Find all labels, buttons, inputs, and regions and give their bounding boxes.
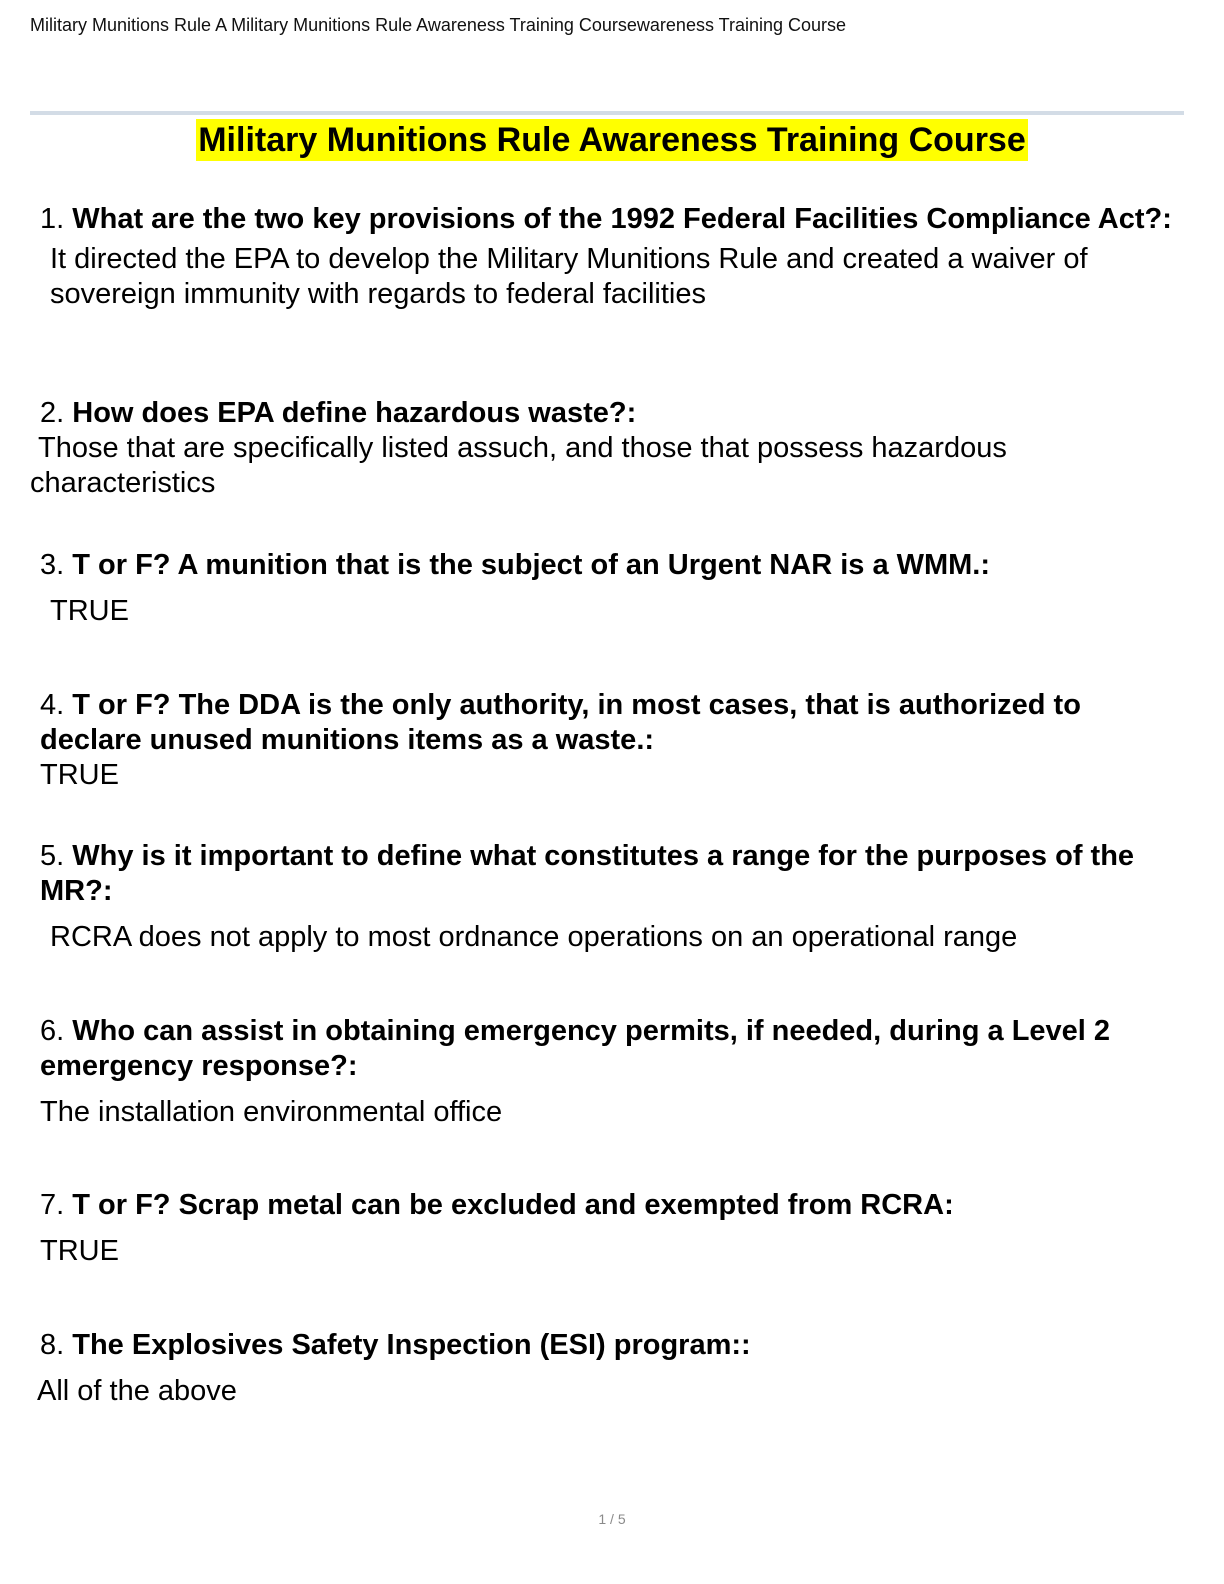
question-text: Why is it important to define what constitutes a range for the purposes of the MR?: — [40, 840, 1135, 907]
question-number: 1. — [40, 203, 65, 235]
qa-item-3 — [40, 548, 1190, 629]
qa-item-1 — [40, 202, 1190, 312]
question-text: T or F? A munition that is the subject of an Urgent NAR is a WMM.: — [72, 549, 991, 581]
answer-6: The installation environmental office — [40, 1096, 503, 1128]
question-text: T or F? Scrap metal can be excluded and exempted from RCRA: — [72, 1189, 954, 1221]
answer-4: TRUE — [40, 759, 119, 791]
question-number: 2. — [40, 397, 65, 429]
qa-item-5 — [40, 839, 1190, 955]
question-text: Who can assist in obtaining emergency permits, if needed, during a Level 2 emergency response?: — [40, 1015, 1111, 1082]
answer-7: TRUE — [40, 1235, 119, 1267]
question-5 — [40, 839, 1190, 909]
title-container — [0, 119, 1224, 161]
question-7 — [40, 1188, 1190, 1223]
qa-item-6 — [40, 1014, 1190, 1130]
answer-2: Those that are specifically listed assuch, and those that possess hazardous characteristics — [30, 432, 1007, 499]
question-text: The Explosives Safety Inspection (ESI) program:: — [72, 1329, 751, 1361]
answer-5: RCRA does not apply to most ordnance operations on an operational range — [50, 921, 1018, 953]
question-number: 6. — [40, 1015, 65, 1047]
question-number: 4. — [40, 689, 65, 721]
running-header: Military Munitions Rule A Military Munitions Rule Awareness Training Coursewareness Training Course — [30, 15, 847, 35]
qa-item-4 — [40, 688, 1190, 793]
question-number: 8. — [40, 1329, 65, 1361]
qa-item-7 — [40, 1188, 1190, 1269]
question-number: 3. — [40, 549, 65, 581]
question-text: T or F? The DDA is the only authority, in most cases, that is authorized to declare unused munitions items as a waste.: — [40, 689, 1081, 756]
answer-1: It directed the EPA to develop the Military Munitions Rule and created a waiver of sovereign immunity with regards to federal facilities — [50, 243, 1088, 310]
qa-item-2 — [30, 396, 1190, 501]
question-number: 7. — [40, 1189, 65, 1221]
question-text: How does EPA define hazardous waste?: — [72, 397, 637, 429]
question-2 — [40, 396, 1190, 431]
question-1 — [40, 202, 1190, 237]
answer-8: All of the above — [37, 1375, 237, 1407]
question-8 — [40, 1328, 1190, 1363]
question-4 — [40, 688, 1190, 758]
answer-3: TRUE — [50, 595, 129, 627]
document-title: Military Munitions Rule Awareness Training Course — [198, 121, 1026, 159]
question-6 — [40, 1014, 1190, 1084]
header-divider — [30, 111, 1184, 115]
page-indicator: 1 / 5 — [598, 1511, 626, 1527]
question-text: What are the two key provisions of the 1992 Federal Facilities Compliance Act?: — [72, 203, 1172, 235]
qa-item-8 — [37, 1328, 1190, 1409]
question-3 — [40, 548, 1190, 583]
question-number: 5. — [40, 840, 65, 872]
